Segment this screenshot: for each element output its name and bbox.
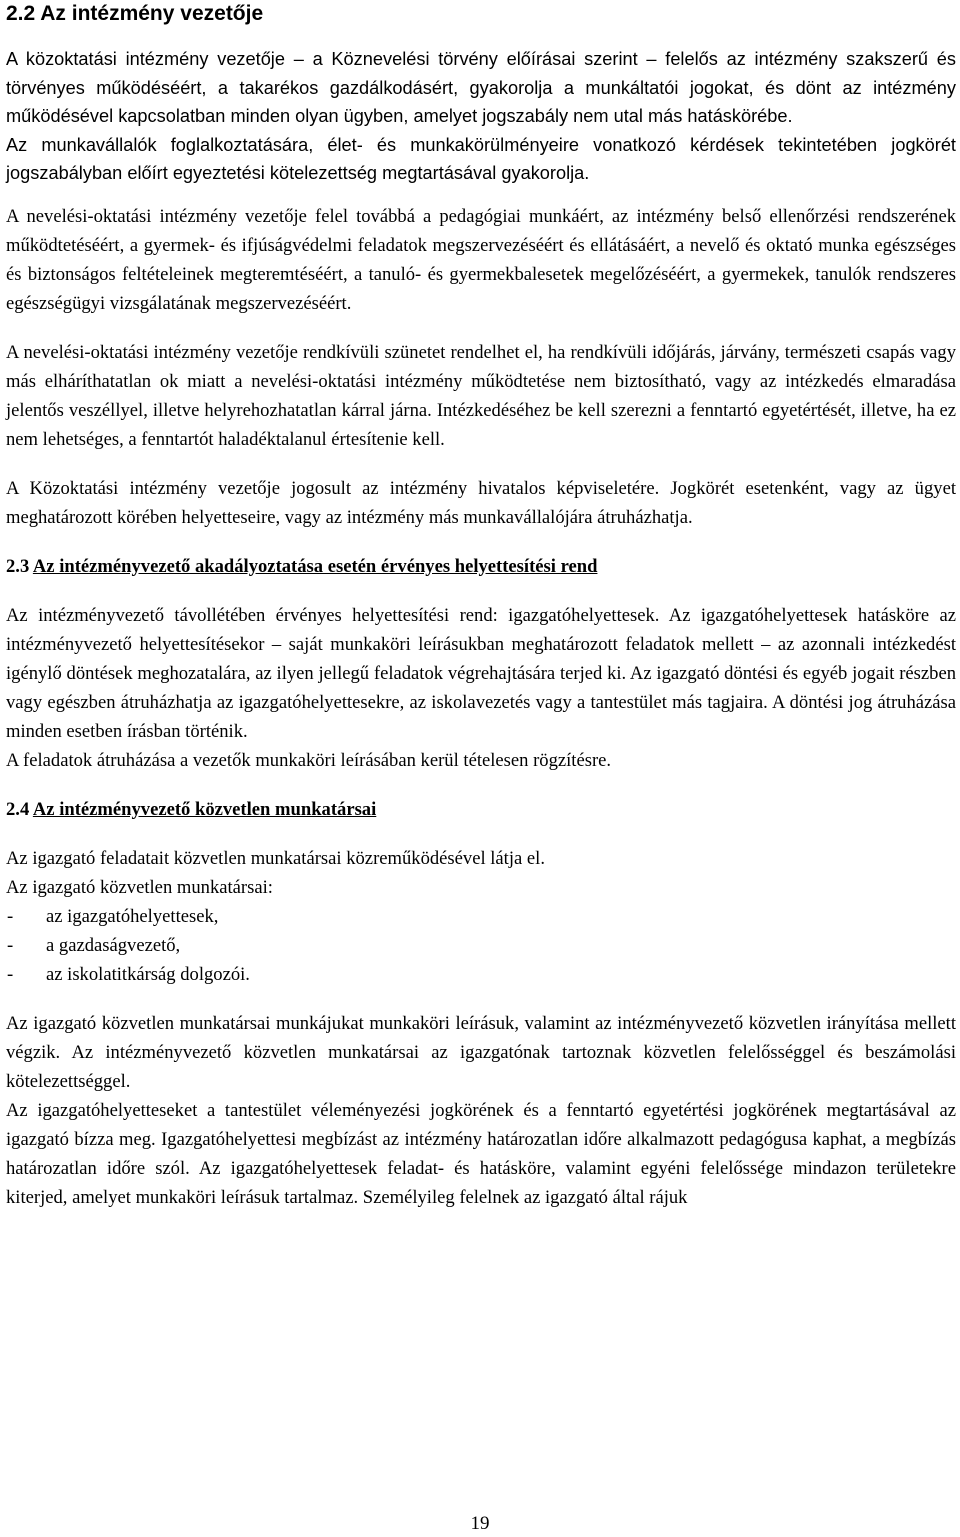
paragraph-employment-rights: Az munkavállalók foglalkoztatására, élet- és munkakörülményeire vonatkozó kérdések tekintetében jogkörét jogszabályban előírt egyeztetési kötelezettség megtartásával gyakorolja. [6,134,956,183]
section-number: 2.4 [6,798,30,820]
paragraph-deputy-rules: Az intézményvezető távollétében érvényes helyettesítési rend: igazgatóhelyettesek. Az igazgatóhelyettesek hatásköre az intézményvezető helyettesítésekor – saját munkaköri leírásukban meghatározott feladatok mellett – az azonnali intézkedést igénylő döntések meghozatalára, az ilyen jellegű feladatok végrehajtására terjed ki. Az igazgató döntési és egyéb jogait részben vagy egészben átruházhatja az igazgatóhelyettesekre, az iskolavezetés vagy a tantestület más tagjaira. A döntési jog átruházása minden esetben írásban történik. [6,604,956,742]
list-item: - az iskolatitkárság dolgozói. [7,963,250,985]
paragraph-deputy-appointment: Az igazgatóhelyetteseket a tantestület véleményezési jogkörének és a fenntartó egyetértési jogkörének megtartásával az igazgató bízza meg. Igazgatóhelyettesi megbízást az intézmény határozatlan időre alkalmazott pedagógusa kaphat, a megbízás határozatlan időre szól. Az igazgatóhelyettesek feladat- és hatásköre, valamint egyéni felelőssége mindazon területekre kiterjed, amelyet munkaköri leírásuk tartalmaz. Személyileg felelnek az igazgató által rájuk [6,1099,956,1208]
section-heading-2-4 [6,795,956,824]
paragraph-collaborators-work: Az igazgató közvetlen munkatársai munkájukat munkaköri leírásuk, valamint az intézményvezető közvetlen irányítása mellett végzik. Az intézményvezető közvetlen munkatársai az igazgatónak tartoznak közvetlen felelősséggel és beszámolási kötelezettséggel. [6,1012,956,1092]
document-page [6,0,956,1212]
section-number: 2.3 [6,555,30,577]
page-number: 19 [470,1513,490,1534]
section-heading-2-3 [6,552,956,581]
section-title: Az intézményvezető akadályoztatása esetén érvényes helyettesítési rend [32,555,598,577]
paragraph-collaborators-label: Az igazgató közvetlen munkatársai: [6,876,273,898]
paragraph-collaborators-intro: Az igazgató feladatait közvetlen munkatársai közreműködésével látja el. [6,847,545,869]
list-item: - az igazgatóhelyettesek, [7,905,219,927]
section-heading-2-2: 2.2 Az intézmény vezetője [6,2,264,25]
paragraph-extraordinary-break: A nevelési-oktatási intézmény vezetője rendkívüli szünetet rendelhet el, ha rendkívüli időjárás, járvány, természeti csapás vagy más elháríthatatlan ok miatt a nevelési-oktatási intézmény működtetése nem biztosítható, vagy az intézkedés elmaradása jelentős veszéllyel, illetve helyrehozhatatlan kárral járna. Intézkedéséhez be kell szerezni a fenntartó egyetértését, illetve, ha ez nem lehetséges, a fenntartót haladéktalanul értesítenie kell. [6,341,956,450]
section-title: Az intézményvezető közvetlen munkatársai [32,798,377,820]
list-item: - a gazdaságvezető, [7,934,181,956]
collaborators-list [6,902,956,989]
paragraph-representation: A Közoktatási intézmény vezetője jogosult az intézmény hivatalos képviseletére. Jogkörét esetenként, vagy az ügyet meghatározott körében helyetteseire, vagy az intézmény más munkavállalójára átruházhatja. [6,477,956,528]
paragraph-pedagogical-responsibility: A nevelési-oktatási intézmény vezetője felel továbbá a pedagógiai munkáért, az intézmény belső ellenőrzési rendszerének működtetéséért, a gyermek- és ifjúságvédelmi feladatok megszervezéséért és ellátásáért, a nevelő és oktató munka egészséges és biztonságos feltételeinek megteremtéséért, a tanuló- és gyermekbalesetek megelőzéséért, a gyermekek, tanulók rendszeres egészségügyi vizsgálatának megszervezéséért. [6,205,956,314]
paragraph-delegation: A feladatok átruházása a vezetők munkaköri leírásában kerül tételesen rögzítésre. [6,749,612,771]
paragraph-director-responsibility: A közoktatási intézmény vezetője – a Köznevelési törvény előírásai szerint – felelős az intézmény szakszerű és törvényes működéséért, a takarékos gazdálkodásért, gyakorolja a munkáltatói jogokat, és dönt az intézmény működésével kapcsolatban minden olyan ügyben, amelyet jogszabály nem utal más hatáskörébe. [6,49,956,126]
